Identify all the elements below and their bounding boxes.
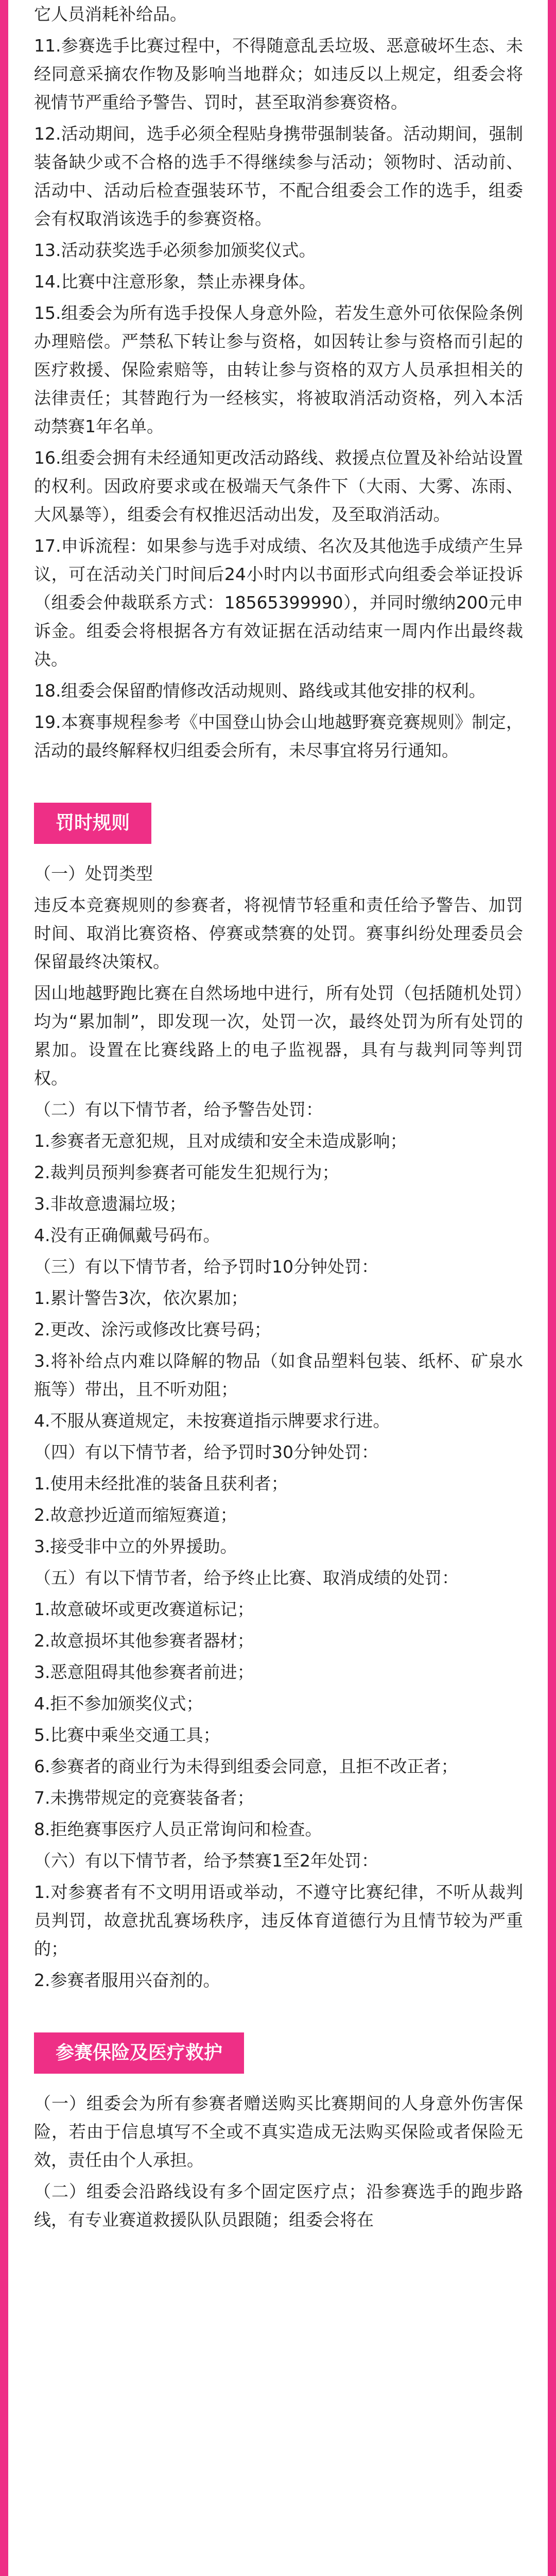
penalty-line: 4.没有正确佩戴号码布。 <box>34 1225 220 1245</box>
penalty-line: 1.故意破坏或更改赛道标记； <box>34 1599 254 1619</box>
document-content <box>8 0 548 2234</box>
penalty-line: 违反本竞赛规则的参赛者，将视情节轻重和责任给予警告、加罚时间、取消比赛资格、停赛或禁赛的处罚。赛事纠纷处理委员会保留最终决策权。 <box>34 895 523 972</box>
penalty-line: 2.更改、涂污或修改比赛号码； <box>34 1319 271 1340</box>
insurance-line: （二）组委会沿路线设有多个固定医疗点；沿参赛选手的跑步路线，有专业赛道救援队队员跟随；组委会将在 <box>34 2181 523 2230</box>
rule-line: 16.组委会拥有未经通知更改活动路线、救援点位置及补给站设置的权利。因政府要求或在极端天气条件下（大雨、大雾、冻雨、大风暴等），组委会有权推迟活动出发，及至取消活动。 <box>34 448 523 524</box>
penalty-line: 2.故意损坏其他参赛者器材； <box>34 1631 254 1651</box>
penalty-line: 3.将补给点内难以降解的物品（如食品塑料包装、纸杯、矿泉水瓶等）带出，且不听劝阻； <box>34 1351 523 1399</box>
penalty-line: （五）有以下情节者，给予终止比赛、取消成绩的处罚： <box>34 1568 459 1588</box>
penalty-line: 3.非故意遗漏垃圾； <box>34 1194 186 1214</box>
penalty-line: （六）有以下情节者，给予禁赛1至2年处罚： <box>34 1851 378 1871</box>
penalty-line: 因山地越野跑比赛在自然场地中进行，所有处罚（包括随机处罚）均为“累加制”，即发现一次，处罚一次，最终处罚为所有处罚的累加。设置在比赛线路上的电子监视器，具有与裁判同等判罚权。 <box>34 983 523 1088</box>
penalty-line: 6.参赛者的商业行为未得到组委会同意，且拒不改正者； <box>34 1756 458 1776</box>
penalty-line: （四）有以下情节者，给予罚时30分钟处罚： <box>34 1442 378 1462</box>
section-title-penalty: 罚时规则 <box>34 803 151 844</box>
penalty-line: 4.拒不参加颁奖仪式； <box>34 1693 203 1714</box>
rule-line: 12.活动期间，选手必须全程贴身携带强制装备。活动期间，强制装备缺少或不合格的选手不得继续参与活动；领物时、活动前、活动中、活动后检查强装环节，不配合组委会工作的选手，组委会有权取消该选手的参赛资格。 <box>34 124 523 229</box>
penalty-line: （一）处罚类型 <box>34 863 153 884</box>
rule-line: 17.申诉流程：如果参与选手对成绩、名次及其他选手成绩产生异议，可在活动关门时间后24小时内以书面形式向组委会举证投诉（组委会仲裁联系方式：18565399990），并同时缴纳200元申诉金。组委会将根据各方有效证据在活动结束一周内作出最终裁决。 <box>34 536 523 669</box>
insurance-section <box>34 1997 523 2234</box>
penalty-section <box>34 768 523 1994</box>
penalty-line: 7.未携带规定的竞赛装备者； <box>34 1788 254 1808</box>
penalty-line: 1.对参赛者有不文明用语或举动，不遵守比赛纪律，不听从裁判员判罚，故意扰乱赛场秩序，违反体育道德行为且情节较为严重的； <box>34 1882 523 1959</box>
penalty-line: 1.参赛者无意犯规，且对成绩和安全未造成影响； <box>34 1131 407 1151</box>
rule-line: 18.组委会保留酌情修改活动规则、路线或其他安排的权利。 <box>34 681 486 701</box>
penalty-line: （二）有以下情节者，给予警告处罚： <box>34 1099 323 1120</box>
penalty-line: 1.使用未经批准的装备且获利者； <box>34 1473 288 1494</box>
penalty-line: 4.不服从赛道规定，未按赛道指示牌要求行进。 <box>34 1411 390 1431</box>
rule-line: 15.组委会为所有选手投保人身意外险，若发生意外可依保险条例办理赔偿。严禁私下转让参与资格，如因转让参与资格而引起的医疗救援、保险索赔等，由转让参与资格的双方人员承担相关的法律责任；其替跑行为一经核实，将被取消活动资格，列入本活动禁赛1年名单。 <box>34 303 523 436</box>
penalty-line: 5.比赛中乘坐交通工具； <box>34 1725 220 1745</box>
penalty-line: 2.裁判员预判参赛者可能发生犯规行为； <box>34 1162 339 1182</box>
penalty-line: 2.故意抄近道而缩短赛道； <box>34 1505 237 1525</box>
rule-line: 19.本赛事规程参考《中国登山协会山地越野赛竞赛规则》制定，活动的最终解释权归组委会所有，未尽事宜将另行通知。 <box>34 712 523 760</box>
insurance-line: （一）组委会为所有参赛者赠送购买比赛期间的人身意外伤害保险，若由于信息填写不全或不真实造成无法购买保险或者保险无效，责任由个人承担。 <box>34 2093 523 2170</box>
rule-line: 13.活动获奖选手必须参加颁奖仪式。 <box>34 240 316 260</box>
penalty-line: 3.恶意阻碍其他参赛者前进； <box>34 1662 254 1682</box>
rule-line: 它人员消耗补给品。 <box>34 4 187 24</box>
penalty-line: 1.累计警告3次，依次累加； <box>34 1288 248 1308</box>
rule-line: 14.比赛中注意形象，禁止赤裸身体。 <box>34 272 316 292</box>
rule-line: 11.参赛选手比赛过程中，不得随意乱丢垃圾、恶意破坏生态、未经同意采摘农作物及影响当地群众；如违反以上规定，组委会将视情节严重给予警告、罚时，甚至取消参赛资格。 <box>34 36 523 112</box>
penalty-line: 3.接受非中立的外界援助。 <box>34 1536 237 1556</box>
penalty-line: （三）有以下情节者，给予罚时10分钟处罚： <box>34 1257 378 1277</box>
rules-tail-section <box>34 0 523 765</box>
penalty-line: 2.参赛者服用兴奋剂的。 <box>34 1970 220 1990</box>
section-title-insurance: 参赛保险及医疗救护 <box>34 2032 244 2074</box>
penalty-line: 8.拒绝赛事医疗人员正常询问和检查。 <box>34 1819 322 1839</box>
